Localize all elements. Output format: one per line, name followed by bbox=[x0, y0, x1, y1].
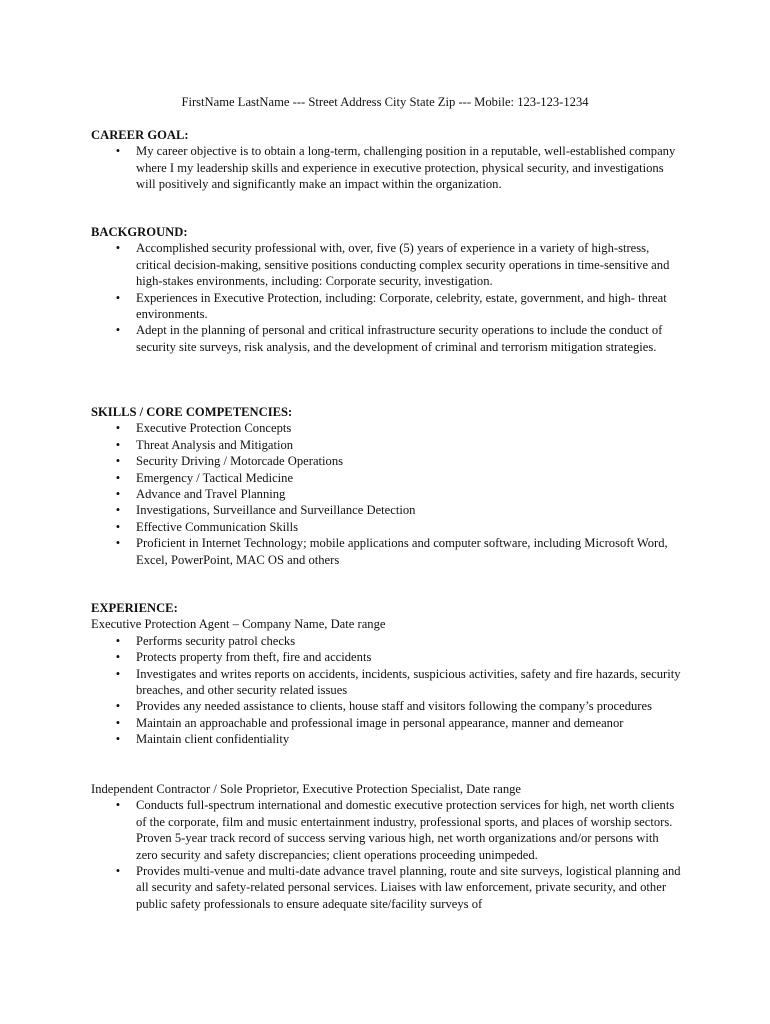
bullet-icon: • bbox=[115, 864, 121, 879]
list-item-text: Investigates and writes reports on accidents, incidents, suspicious activities, safety and fire hazards, security breaches, and other security related issues bbox=[136, 666, 681, 698]
bullet-icon: • bbox=[115, 798, 121, 813]
career-goal-list bbox=[91, 143, 691, 192]
list-item-text: Performs security patrol checks bbox=[136, 633, 296, 648]
list-item bbox=[91, 453, 681, 469]
list-item-text: My career objective is to obtain a long-term, challenging position in a reputable, well-established company where I my leadership skills and experience in executive protection, physical security, and investigations will positively and significantly make an impact within the organization. bbox=[136, 144, 676, 192]
list-item bbox=[91, 470, 681, 486]
contact-line: FirstName LastName --- Street Address City State Zip --- Mobile: 123-123-1234 bbox=[181, 95, 589, 109]
bullet-icon: • bbox=[115, 470, 121, 485]
list-item bbox=[91, 666, 681, 699]
list-item bbox=[91, 322, 681, 355]
list-item-text: Maintain client confidentiality bbox=[136, 732, 290, 747]
background-list bbox=[91, 240, 691, 355]
list-item bbox=[91, 143, 681, 192]
list-item-text: Conducts full-spectrum international and domestic executive protection services for high, net worth clients of the corporate, film and music entertainment industry, professional sports, and places of worship sectors. Proven 5-year track record of success serving various high, net worth organizations and/or persons with zero security and safety discrepancies; client operations proceeding unimpeded. bbox=[136, 798, 675, 862]
list-item-text: Emergency / Tactical Medicine bbox=[136, 470, 294, 485]
bullet-icon: • bbox=[115, 241, 121, 256]
list-item bbox=[91, 633, 681, 649]
list-item bbox=[91, 649, 681, 665]
list-item-text: Adept in the planning of personal and critical infrastructure security operations to include the conduct of security site surveys, risk analysis, and the development of criminal and terrorism mitigation strategies. bbox=[136, 323, 663, 354]
list-item-text: Provides multi-venue and multi-date advance travel planning, route and site surveys, logistical planning and all security and safety-related personal services. Liaises with law enforcement, private security, and other public safety professionals to ensure adequate site/facility surveys of bbox=[136, 864, 681, 911]
list-item-text: Experiences in Executive Protection, including: Corporate, celebrity, estate, government, and high- threat environments. bbox=[136, 290, 667, 322]
list-item bbox=[91, 502, 681, 518]
list-item-text: Provides any needed assistance to clients, house staff and visitors following the company’s procedures bbox=[136, 699, 652, 714]
bullet-icon: • bbox=[115, 732, 121, 747]
bullet-icon: • bbox=[115, 666, 121, 681]
skills-list bbox=[91, 420, 691, 568]
list-item-text: Threat Analysis and Mitigation bbox=[136, 437, 294, 452]
bullet-icon: • bbox=[115, 487, 121, 502]
list-item-text: Investigations, Surveillance and Surveillance Detection bbox=[136, 503, 416, 518]
bullet-icon: • bbox=[115, 144, 121, 159]
list-item-text: Security Driving / Motorcade Operations bbox=[136, 454, 344, 469]
list-item bbox=[91, 486, 681, 502]
list-item bbox=[91, 519, 681, 535]
background-title: BACKGROUND: bbox=[91, 225, 188, 239]
bullet-icon: • bbox=[115, 437, 121, 452]
list-item bbox=[91, 698, 681, 714]
bullet-icon: • bbox=[115, 421, 121, 436]
job-heading: Executive Protection Agent – Company Name, Date range bbox=[91, 617, 386, 632]
list-item bbox=[91, 420, 681, 436]
bullet-icon: • bbox=[115, 290, 121, 305]
list-item-text: Proficient in Internet Technology; mobile applications and computer software, including Microsoft Word, Excel, PowerPoint, MAC OS and others bbox=[136, 536, 668, 567]
list-item bbox=[91, 797, 681, 863]
job-heading: Independent Contractor / Sole Proprietor, Executive Protection Specialist, Date range bbox=[91, 782, 522, 796]
list-item bbox=[91, 535, 681, 568]
list-item-text: Executive Protection Concepts bbox=[136, 421, 292, 436]
experience-section bbox=[91, 600, 691, 748]
background-section bbox=[91, 224, 691, 355]
bullet-icon: • bbox=[115, 715, 121, 730]
bullet-icon: • bbox=[115, 503, 121, 518]
list-item-text: Maintain an approachable and professional image in personal appearance, manner and demeanor bbox=[136, 715, 624, 730]
career-goal-title: CAREER GOAL: bbox=[91, 128, 189, 142]
bullet-icon: • bbox=[115, 536, 121, 551]
job-duties-list bbox=[91, 633, 691, 748]
skills-title: SKILLS / CORE COMPETENCIES: bbox=[91, 405, 293, 419]
list-item-text: Effective Communication Skills bbox=[136, 519, 299, 534]
bullet-icon: • bbox=[115, 519, 121, 534]
list-item bbox=[91, 240, 681, 289]
bullet-icon: • bbox=[115, 323, 121, 338]
list-item-text: Accomplished security professional with, over, five (5) years of experience in a variety of high-stress, critical decision-making, sensitive positions conducting complex security operations in time-sensitive and high-stakes environments, including: Corporate security, investigation. bbox=[136, 241, 670, 289]
list-item-text: Advance and Travel Planning bbox=[136, 487, 286, 502]
list-item bbox=[91, 731, 681, 747]
list-item bbox=[91, 715, 681, 731]
bullet-icon: • bbox=[115, 454, 121, 469]
bullet-icon: • bbox=[115, 699, 121, 714]
list-item bbox=[91, 437, 681, 453]
bullet-icon: • bbox=[115, 633, 121, 648]
career-goal-section bbox=[91, 127, 691, 193]
list-item-text: Protects property from theft, fire and accidents bbox=[136, 650, 372, 665]
bullet-icon: • bbox=[115, 650, 121, 665]
experience-job-2 bbox=[91, 781, 691, 912]
job-duties-list bbox=[91, 797, 691, 912]
list-item bbox=[91, 290, 681, 323]
list-item bbox=[91, 863, 681, 912]
skills-section bbox=[91, 404, 691, 568]
experience-title: EXPERIENCE: bbox=[91, 601, 178, 615]
